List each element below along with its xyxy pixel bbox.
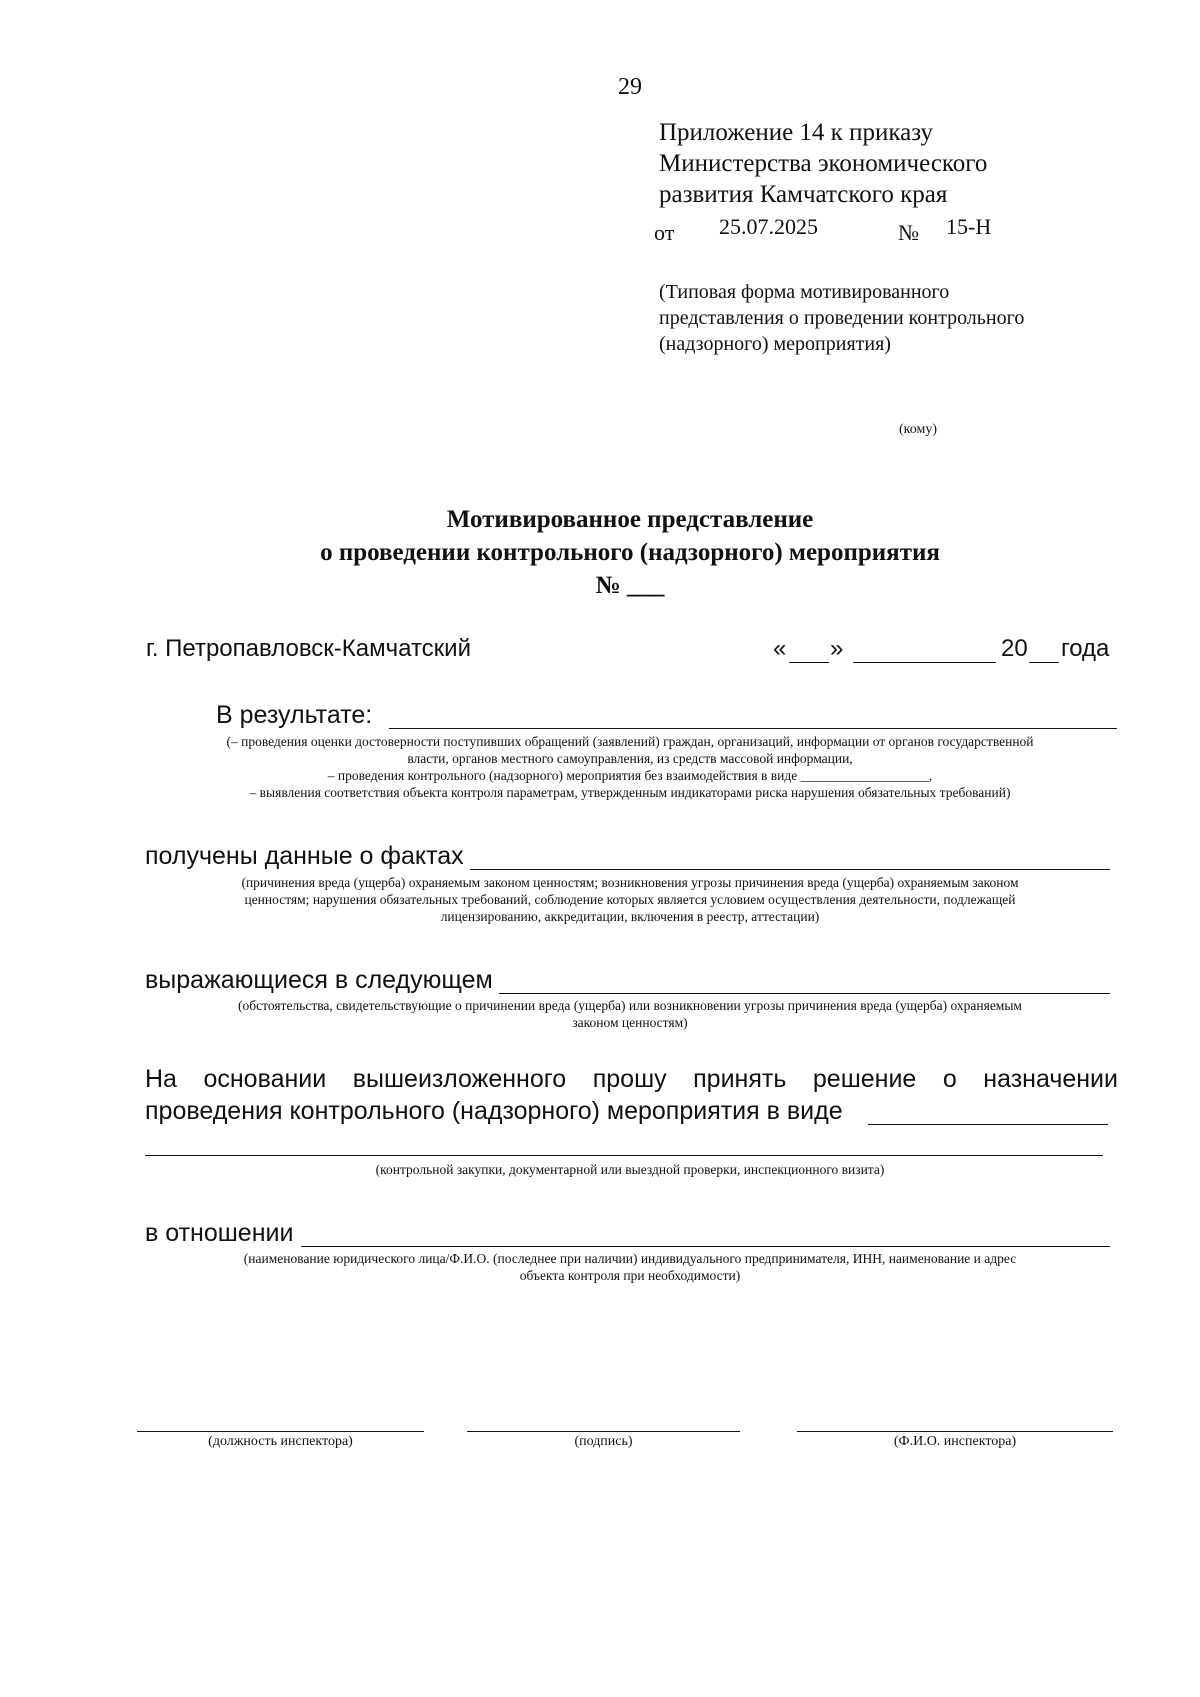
- hint-line: ценностям; нарушения обязательных требований, соблюдение которых является условием осуществления деятельности, подлежащей: [244, 892, 1016, 907]
- title-line-2: о проведении контрольного (надзорного) мероприятия: [320, 539, 940, 566]
- facts-hint: [120, 874, 1140, 925]
- hint-line: законом ценностям): [572, 1015, 688, 1030]
- request-line-1: На основании вышеизложенного прошу принять решение о назначении: [145, 1065, 1118, 1093]
- order-number: 15-Н: [946, 214, 992, 239]
- hint-line: объекта контроля при необходимости): [519, 1268, 741, 1283]
- facts-label: получены данные о фактах: [145, 842, 464, 870]
- appendix-block: [659, 117, 987, 210]
- hint-line: (наименование юридического лица/Ф.И.О. (последнее при наличии) индивидуального предпринимателя, ИНН, наименование и адрес: [243, 1251, 1017, 1266]
- position-hint: (должность инспектора): [208, 1434, 353, 1449]
- typical-form-note: [659, 279, 1024, 357]
- regarding-label: в отношении: [145, 1219, 294, 1247]
- day-blank: [789, 662, 829, 663]
- name-signature-line: [797, 1431, 1113, 1432]
- regarding-hint: [120, 1250, 1140, 1284]
- order-date: 25.07.2025: [719, 214, 818, 239]
- title-line-1: Мотивированное представление: [446, 506, 814, 533]
- year-blank: [1029, 662, 1059, 663]
- document-title: [0, 503, 1200, 602]
- appendix-line: развития Камчатского края: [659, 181, 948, 208]
- result-label: В результате:: [216, 701, 373, 729]
- position-signature-line: [137, 1431, 424, 1432]
- signature-hint: (подпись): [574, 1434, 633, 1449]
- title-number: № ___: [595, 572, 665, 599]
- appendix-line: Министерства экономического: [659, 150, 988, 177]
- expressed-hint: [120, 997, 1140, 1031]
- order-date-row: [654, 214, 1014, 246]
- page-number: 29: [618, 74, 642, 100]
- signature-line: [467, 1431, 740, 1432]
- hint-line: (– проведения оценки достоверности поступивших обращений (заявлений) граждан, организаций, информации от органов государственной: [226, 734, 1034, 749]
- typical-form-line: (Типовая форма мотивированного: [659, 281, 950, 303]
- year-prefix: 20: [1001, 635, 1028, 662]
- hint-line: лицензированию, аккредитации, включения в реестр, аттестации): [440, 909, 820, 924]
- inspection-type-blank-2: [145, 1155, 1103, 1156]
- hint-line: власти, органов местного самоуправления, из средств массовой информации,: [407, 751, 853, 766]
- name-hint: (Ф.И.О. инспектора): [893, 1434, 1017, 1449]
- appendix-line: Приложение 14 к приказу: [659, 119, 934, 146]
- city: г. Петропавловск-Камчатский: [146, 635, 471, 662]
- hint-line: – выявления соответствия объекта контроля параметрам, утвержденным индикаторами риска нарушения обязательных требований): [249, 785, 1011, 800]
- hint-line: – проведения контрольного (надзорного) мероприятия без взаимодействия в виде ___________________,: [327, 768, 933, 783]
- request-line-2: проведения контрольного (надзорного) мероприятия в виде: [145, 1097, 843, 1125]
- date-close-quote: »: [830, 635, 844, 662]
- expressed-label: выражающиеся в следующем: [145, 966, 493, 994]
- date-open-quote: «: [773, 635, 787, 662]
- to-whom-hint: (кому): [899, 422, 938, 437]
- year-suffix: года: [1061, 635, 1110, 662]
- expressed-blank: [499, 993, 1110, 994]
- result-hint: [120, 733, 1140, 801]
- typical-form-line: (надзорного) мероприятия): [659, 333, 891, 355]
- hint-line: (обстоятельства, свидетельствующие о причинении вреда (ущерба) или возникновении угрозы причинения вреда (ущерба) охраняемым: [238, 998, 1022, 1013]
- regarding-blank: [301, 1246, 1110, 1247]
- hint-line: (причинения вреда (ущерба) охраняемым законом ценностям; возникновения угрозы причинения вреда (ущерба) охраняемым законом: [241, 875, 1019, 890]
- facts-blank: [470, 869, 1110, 870]
- inspection-type-blank: [868, 1124, 1108, 1125]
- month-blank: [853, 662, 996, 663]
- inspection-type-hint: (контрольной закупки, документарной или выездной проверки, инспекционного визита): [375, 1162, 885, 1177]
- date-prefix: от: [654, 220, 675, 245]
- order-number-prefix: №: [898, 220, 919, 245]
- typical-form-line: представления о проведении контрольного: [659, 307, 1025, 329]
- result-blank: [389, 728, 1117, 729]
